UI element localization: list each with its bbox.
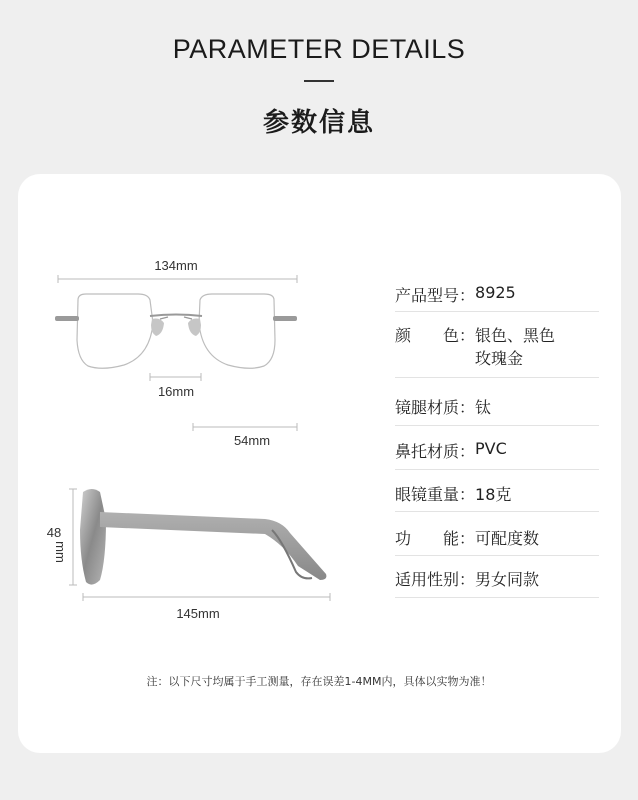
- measurement-footnote: 注：以下尺寸均属于手工测量，存在误差1-4MM内，具体以实物为准！: [146, 675, 492, 688]
- front-view: [77, 294, 275, 368]
- right-lens: [199, 294, 275, 368]
- spec-key: 产品型号：: [395, 286, 476, 305]
- lens-height-value: 48: [46, 525, 62, 540]
- temple-length-label: 145mm: [176, 606, 220, 621]
- spec-value: 银色、黑色 玫瑰金: [475, 326, 556, 368]
- spec-key: 镜腿材质：: [395, 398, 476, 417]
- bridge-bar: [150, 315, 202, 317]
- lens-width-label: 54mm: [233, 433, 271, 448]
- spec-key: 眼镜重量：: [395, 485, 476, 504]
- spec-row-weight: [395, 470, 599, 512]
- frame-width-label: 134mm: [154, 258, 198, 273]
- spec-value: 18克: [475, 485, 512, 504]
- spec-row-model: [395, 274, 599, 312]
- spec-value: 钛: [475, 398, 492, 417]
- spec-value: 8925: [475, 283, 516, 302]
- left-lens: [77, 294, 153, 368]
- spec-key: 功 能：: [395, 529, 476, 548]
- frame-width-dimension: [58, 258, 297, 283]
- spec-value: PVC: [475, 439, 507, 458]
- spec-key: 颜 色：: [395, 326, 476, 345]
- spec-key: 鼻托材质：: [395, 442, 476, 461]
- temple-length-dimension: [83, 593, 330, 621]
- lens-height-unit: mm: [53, 541, 68, 563]
- left-nose-pad: [151, 319, 164, 337]
- spec-row-color: [395, 312, 599, 378]
- spec-row-nosepad-material: [395, 426, 599, 470]
- spec-value: 男女同款: [475, 570, 540, 589]
- temple-arm: [100, 512, 326, 580]
- spec-row-gender: [395, 556, 599, 598]
- side-lens: [80, 489, 106, 585]
- spec-key: 适用性别：: [395, 570, 476, 589]
- spec-table: [395, 274, 599, 598]
- spec-row-temple-material: [395, 378, 599, 426]
- page-title-cn: 参数信息: [262, 108, 375, 138]
- bridge-dimension: [150, 373, 201, 399]
- spec-value: 可配度数: [475, 529, 540, 548]
- side-view: [80, 489, 326, 585]
- lens-width-dimension: [193, 423, 297, 448]
- lens-height-dimension: [47, 489, 77, 585]
- bridge-label: 16mm: [157, 384, 195, 399]
- front-hardware: [55, 315, 297, 337]
- left-hinge: [55, 316, 79, 321]
- page-title-en: PARAMETER DETAILS: [172, 34, 466, 64]
- right-hinge: [273, 316, 297, 321]
- spec-row-function: [395, 512, 599, 556]
- right-nose-pad: [188, 319, 201, 337]
